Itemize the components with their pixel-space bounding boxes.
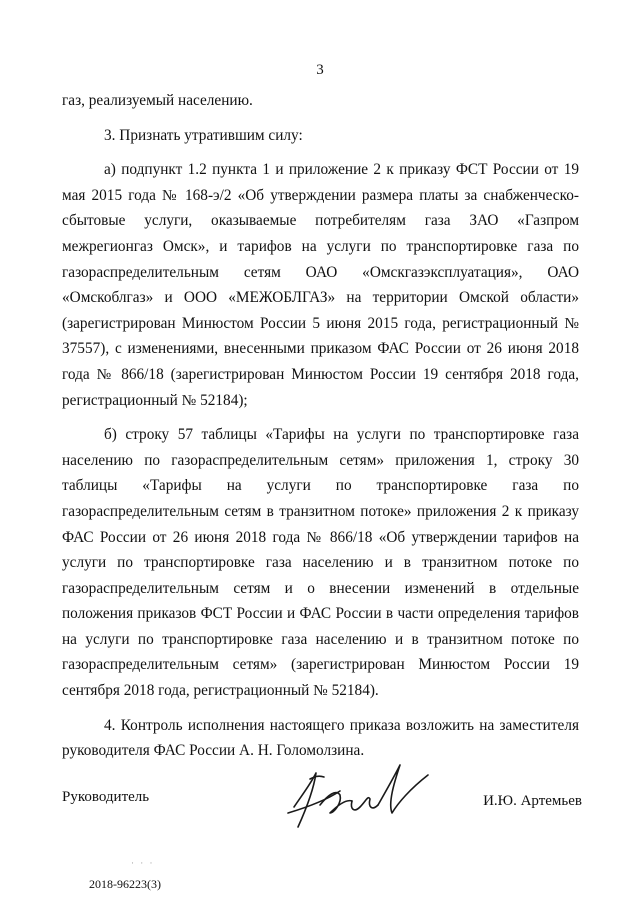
paragraph-item-4: 4. Контроль исполнения настоящего приказа возложить на заместителя руководителя ФАС России А. Н. Голомолзина. bbox=[62, 716, 579, 760]
document-body bbox=[62, 88, 579, 764]
signer-position: Руководитель bbox=[62, 789, 150, 805]
paragraph-subitem-a: а) подпункт 1.2 пункта 1 и приложение 2 к приказу ФСТ России от 19 мая 2015 года № 168-э/2 «Об утверждении размера платы за снабженческо-сбытовые услуги, оказываемые потребителям газа ЗАО «Газпром межрегионгаз Омск», и тарифов на услуги по транспортировке газа по газораспределительным сетям ОАО «Омскгазэксплуатация», ОАО «Омскоблгаз» и ООО «МЕЖОБЛГАЗ» на территории Омской области» (зарегистрирован Минюстом России 5 июня 2015 года, регистрационный № 37557), с изменениями, внесенными приказом ФАС России от 26 июня 2018 года № 866/18 (зарегистрирован Минюстом России 19 сентября 2018 года, регистрационный № 52184); bbox=[62, 161, 579, 409]
signature-block bbox=[62, 755, 582, 835]
paragraph-continuation: газ, реализуемый населению. bbox=[62, 92, 253, 109]
scan-artifact: · · · bbox=[131, 858, 155, 868]
handwritten-signature bbox=[280, 755, 450, 835]
paragraph-item-3: 3. Признать утратившим силу: bbox=[104, 126, 303, 144]
page-number: 3 bbox=[316, 62, 324, 78]
document-id: 2018-96223(3) bbox=[89, 877, 161, 891]
paragraph-subitem-b: б) строку 57 таблицы «Тарифы на услуги по транспортировке газа населению по газораспределительным сетям» приложения 1, строку 30 таблицы «Тарифы на услуги по транспортировке газа по газораспределительным сетям в транзитном потоке» приложения 2 к приказу ФАС России от 26 июня 2018 года № 866/18 «Об утверждении тарифов на услуги по транспортировке газа населению и в транзитном потоке по газораспределительным сетям и о внесении изменений в отдельные положения приказов ФСТ России и ФАС России в части определения тарифов на услуги по транспортировке газа населению и в транзитном потоке по газораспределительным сетям» (зарегистрирован Минюстом России 19 сентября 2018 года, регистрационный № 52184). bbox=[62, 426, 579, 700]
signer-name: И.Ю. Артемьев bbox=[483, 793, 582, 809]
